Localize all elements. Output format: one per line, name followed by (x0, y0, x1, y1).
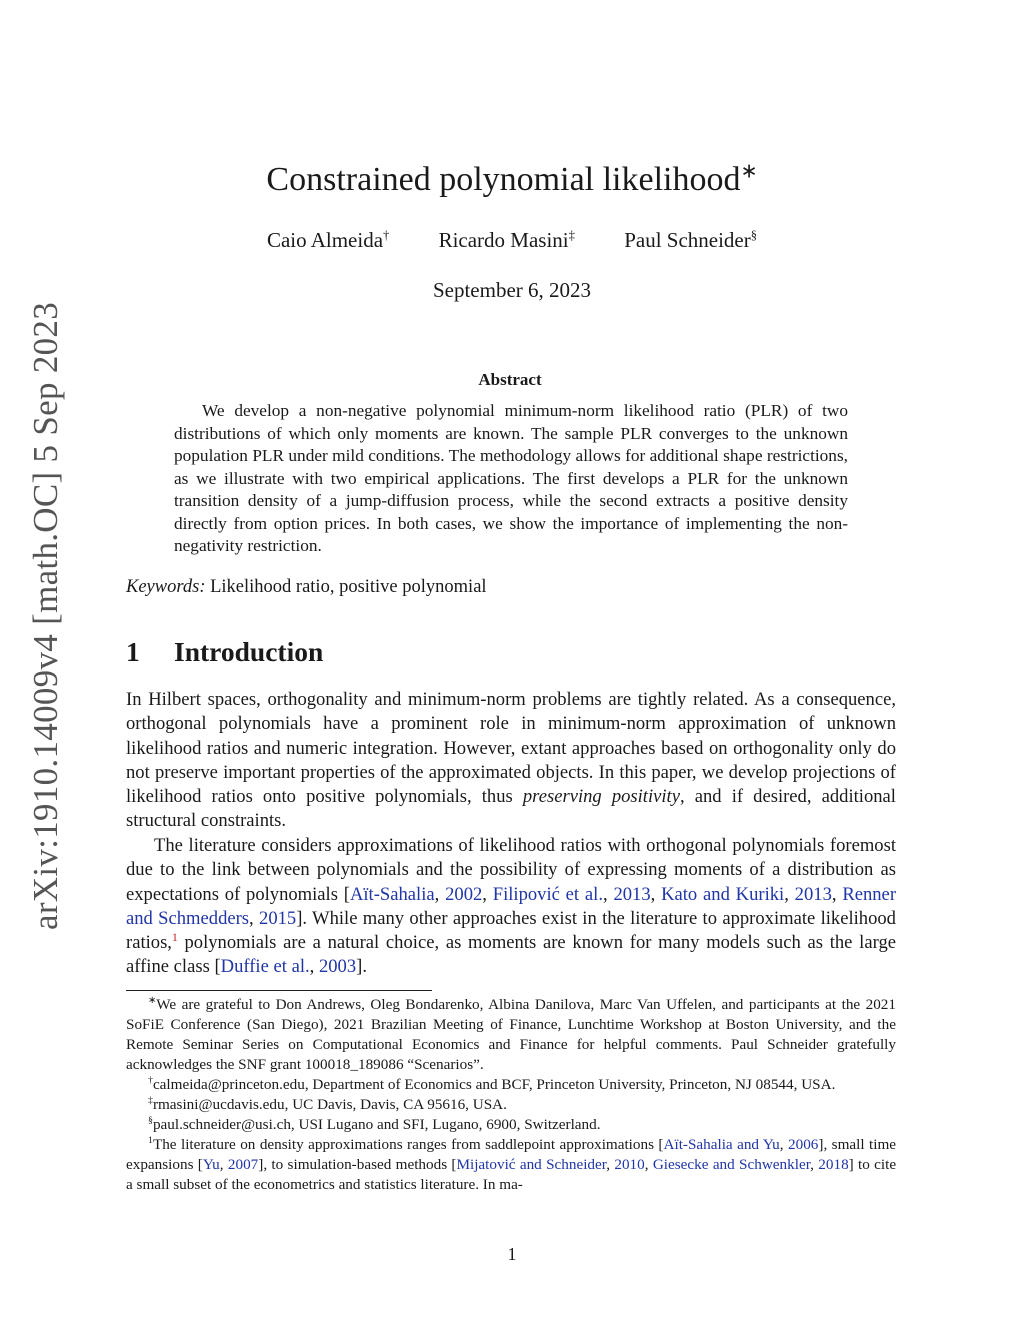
footnote-mark: 1 (148, 1134, 153, 1146)
paper-date: September 6, 2023 (432, 278, 592, 302)
separator: , (219, 1156, 228, 1173)
footnotes (126, 995, 896, 1195)
citation-link[interactable]: Aït-Sahalia and Yu (663, 1136, 780, 1153)
citation-link[interactable]: 2015 (259, 907, 297, 929)
keywords-label: Keywords: (126, 577, 206, 597)
keywords-text: Likelihood ratio, positive polynomial (210, 577, 487, 597)
intro-paragraph-2 (126, 834, 896, 980)
separator: , (309, 956, 319, 978)
footnote-mark: † (148, 1074, 153, 1086)
footnote-mark: ∗ (148, 994, 157, 1006)
footnote-1 (126, 1135, 896, 1195)
citation-link[interactable]: 2018 (818, 1156, 849, 1173)
separator: , (779, 1136, 789, 1153)
separator: , (831, 883, 843, 905)
title-text: Constrained polynomial likelihood (266, 161, 741, 198)
citation-link[interactable]: Renner and Schmedders (126, 883, 897, 929)
section-heading (126, 636, 323, 668)
citation-link[interactable]: Filipović et al. (492, 883, 603, 905)
citation-link[interactable]: Giesecke and Schwenkler (652, 1156, 811, 1173)
separator: , (606, 1156, 615, 1173)
title-footnote-mark: ∗ (740, 160, 758, 183)
author-name: Caio Almeida (266, 228, 384, 252)
footnote-almeida (126, 1075, 896, 1095)
text-run: , and if desired, additional structural constraints. (126, 786, 896, 832)
footnote-text: rmasini@ucdavis.edu, UC Davis, Davis, CA 95616, USA. (152, 1096, 507, 1113)
author-name: Ricardo Masini (438, 228, 569, 252)
text-run: ]. (356, 956, 367, 978)
footnote-title (126, 995, 896, 1075)
author-name: Paul Schneider (624, 228, 751, 252)
separator: , (810, 1156, 819, 1173)
separator: , (249, 907, 260, 929)
page-number: 1 (507, 1244, 517, 1264)
author-masini (439, 228, 575, 253)
footnote-mark: ‡ (148, 1094, 153, 1106)
author-list (0, 228, 1024, 253)
citation-link[interactable]: Duffie et al. (220, 956, 310, 978)
separator: , (784, 883, 795, 905)
keywords (126, 577, 487, 598)
author-mark: ‡ (568, 228, 575, 242)
citation-link[interactable]: 2013 (794, 883, 832, 905)
author-almeida (267, 228, 389, 253)
abstract-heading: Abstract (478, 370, 542, 389)
separator: , (602, 883, 614, 905)
abstract-text: We develop a non-negative polynomial minimum-norm likelihood ratio (PLR) of two distributions of which only moments are known. The sample PLR converges to the unknown population PLR under mild conditions. The methodology allows for additional shape restrictions, as we illustrate with two empirical applications. The first develops a PLR for the unknown transition density of a jump-diffusion process, while the second extracts a positive density directly from option prices. In both cases, we show the importance of implementing the non-negativity restriction. (174, 401, 848, 555)
footnote-text: paul.schneider@usi.ch, USI Lugano and SFI, Lugano, 6900, Switzerland. (152, 1116, 601, 1133)
section-number: 1 (126, 636, 140, 667)
footnote-text: calmeida@princeton.edu, Department of Economics and BCF, Princeton University, Princeton, NJ 08544, USA. (152, 1076, 836, 1093)
separator: , (644, 1156, 653, 1173)
footnote-text: We are grateful to Don Andrews, Oleg Bondarenko, Albina Danilova, Marc Van Uffelen, and participants at the 2021 SoFiE Conference (San Diego), 2021 Brazilian Meeting of Finance, Lunchtime Workshop at Boston University, and the Remote Seminar Series on Computational Economics and Finance for helpful comments. Paul Schneider gratefully acknowledges the SNF grant 100018_189086 “Scenarios”. (126, 996, 896, 1073)
footnote-text: The literature on density approximations ranges from saddlepoint approximations [ (152, 1136, 664, 1153)
footnote-reference[interactable]: 1 (171, 932, 178, 944)
footnote-schneider (126, 1115, 896, 1135)
footnote-mark: § (148, 1114, 153, 1126)
citation-link[interactable]: Aït-Sahalia (349, 883, 435, 905)
citation-link[interactable]: Yu (202, 1156, 220, 1173)
footnote-text: ], to simulation-based methods [ (258, 1156, 457, 1173)
author-mark: † (383, 228, 390, 242)
citation-link[interactable]: Kato and Kuriki (661, 883, 785, 905)
text-run: polynomials are a natural choice, as moments are known for many models such as the large affine class [ (126, 932, 896, 978)
citation-link[interactable]: 2010 (614, 1156, 645, 1173)
intro-paragraph-1 (126, 688, 896, 834)
author-mark: § (750, 228, 758, 242)
citation-link[interactable]: Mijatović and Schneider (456, 1156, 607, 1173)
footnote-text: ] to cite a small subset of the econometrics and statistics literature. In ma- (126, 1156, 897, 1193)
text-run: In Hilbert spaces, orthogonality and minimum-norm problems are tightly related. As a consequence, orthogonal polynomials have a prominent role in minimum-norm approximation of unknown likelihood ratios and numeric integration. However, extant approaches based on orthogonality only do not preserve important properties of the approximated objects. In this paper, we develop projections of likelihood ratios onto positive polynomials, thus (126, 689, 896, 808)
separator: , (650, 883, 662, 905)
citation-link[interactable]: 2007 (227, 1156, 259, 1173)
separator: , (482, 883, 493, 905)
author-schneider (624, 228, 757, 253)
footnote-divider (126, 990, 432, 991)
footnote-masini (126, 1095, 896, 1115)
emphasis-text: preserving positivity (522, 786, 680, 808)
paper-title (0, 160, 1024, 200)
text-run: The literature considers approximations of likelihood ratios with orthogonal polynomials foremost due to the link between polynomials and the possibility of expressing moments of a distribution as expectations of polynomials [ (126, 835, 896, 905)
separator: , (434, 883, 446, 905)
citation-link[interactable]: 2002 (445, 883, 483, 905)
text-run: ]. While many other approaches exist in the literature to approximate likelihood ratios, (126, 907, 896, 954)
arxiv-identifier: arXiv:1910.14009v4 [math.OC] 5 Sep 2023 (26, 301, 65, 930)
citation-link[interactable]: 2003 (318, 956, 357, 978)
citation-link[interactable]: 2013 (613, 883, 651, 905)
citation-link[interactable]: 2006 (788, 1136, 819, 1153)
section-title: Introduction (174, 636, 324, 667)
footnote-text: ], small time expansions [ (126, 1136, 897, 1173)
